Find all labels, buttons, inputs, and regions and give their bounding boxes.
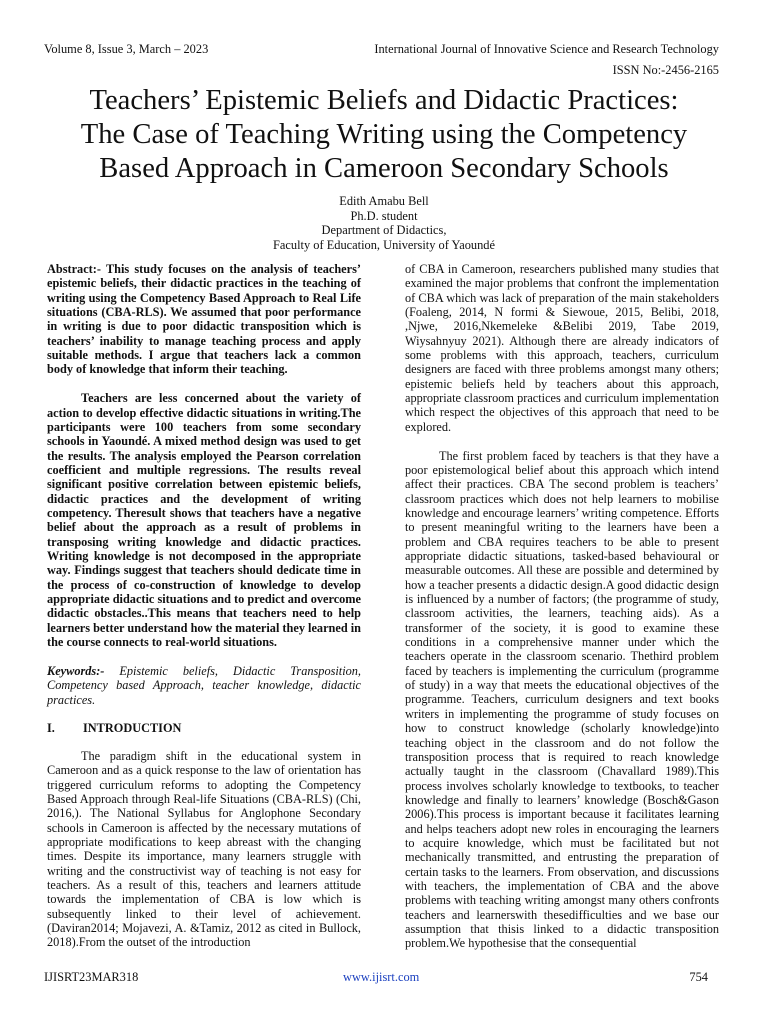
abstract-paragraph-2: Teachers are less concerned about the variety of action to develop effective didactic situations in writing.The participants were 100 teachers from some secondary schools in Yaoundé. A mixed method design was used to get the results. The analysis employed the Pearson correlation coefficient and multiple regressions. The results reveal significant positive correlation between epistemic beliefs, didactic practices and the development of writing competency. Theresult shows that teachers have a negative belief about the approach as a result of problems in transposing writing knowledge and didactic practices. Writing knowledge is not decomposed in the appropriate way. Findings suggest that teachers should dedicate time in the process of co-construction of knowledge to develop appropriate didactic situations and to predict and overcome didactic obstacles..This means that teachers need to help learners better understand how the material they learned in the course connects to real-world situations. — [47, 391, 361, 650]
author-department: Department of Didactics, — [321, 223, 447, 238]
keywords — [47, 664, 361, 707]
intro-paragraph-3: The first problem faced by teachers is that they have a poor epistemological belief about this approach which intend affect their practices. CBA The second problem is teachers’ classroom practices which does not help learners to mobilise knowledge and encourage learners’ writing competence. Efforts to present meaningful writing to the learners have been a problem and CBA requires teachers to be able to present appropriate didactic situations, tasked-based behavioural or measurable outcomes. All these are possible and determined by how a teacher presents a didactic design.A good didactic design is influenced by a number of factors; (the programme of study, classroom activities, the learners, teaching aids). As a transformer of the society, it is good to examine these conditions in a comprehensive manner under which the teachers operate in the classroom scenario. Thethird problem faced by teachers is implementing the curriculum (programme of study) in a way that meets the educational objectives of the programme. Teachers, curriculum designers and text books writers in implementing the programme of study focuses on how to construct knowledge (scholarly knowledge)into teaching object in the classroom and do not follow the transposition process that is required to reach knowledge actually taught in the classroom (Chavallard 1989).This process involves scholarly knowledge to textbooks, to teacher knowledge and finally to learners’ knowledge (Bosch&Gason 2006).This process is important because it facilitates learning and helps teachers adopt new roles in encouraging the learners to acquire knowledge, which must be facilitated but not mechanically transmitted, and entrusting the preparation of certain tasks to the learners. From observation, and discussions with teachers, the implementation of CBA and the above problems with teaching writing amongst many others confronts teachers and learnerswith thesedifficulties and we base our assumption that thisis linked to a didactic transposition problem.We hypothesise that the consequential — [405, 448, 720, 951]
running-header-journal: International Journal of Innovative Science and Research Technology — [374, 42, 719, 56]
author-name: Edith Amabu Bell — [339, 194, 429, 208]
author-block — [100, 194, 668, 252]
right-column — [405, 262, 719, 951]
abstract-label: Abstract:- — [47, 262, 101, 276]
title-line-3: Based Approach in Cameroon Secondary Schools — [99, 153, 669, 184]
left-column — [47, 262, 361, 950]
title-line-1: Teachers’ Epistemic Beliefs and Didactic Practices: — [89, 85, 679, 116]
footer-article-code: IJISRT23MAR318 — [44, 970, 139, 984]
running-header-issn: ISSN No:-2456-2165 — [612, 63, 719, 77]
author-position: Ph.D. student — [350, 208, 418, 223]
section-number: I. — [47, 721, 55, 736]
paper-title — [30, 84, 738, 186]
title-line-2: The Case of Teaching Writing using the Competency — [80, 119, 688, 150]
abstract-text-1: This study focuses on the analysis of teachers’ epistemic beliefs, their didactic practices in the teaching of writing using the Competency Based Approach to Real Life situations (CBA-RLS). We assumed that poor performance in writing is due to poor didactic transposition which is teachers’ inability to manage teaching process and apply suitable methods. I argue that teachers lack a common body of knowledge that inform their teaching. — [47, 262, 361, 377]
footer-website-link[interactable]: www.ijisrt.com — [343, 970, 420, 984]
abstract-paragraph-1 — [47, 262, 361, 377]
section-title: INTRODUCTION — [83, 721, 182, 736]
footer-page-number: 754 — [689, 970, 708, 984]
intro-paragraph-2: of CBA in Cameroon, researchers published many studies that examined the major problems that confront the implementation of CBA which was lack of preparation of the main stakeholders (Foaleng, 2014, N formi & Siewoue, 2015, Belibi, 2018, ,Njwe, 2016,Nkemeleke &Belibi 2019, Tabe 2019, Wiysahnyuy 2021). Although there are already indicators of some problems with this approach, teachers, curriculum designers are faced with three problems amongst many others; epistemic beliefs held by teachers about this approach, appropriate classroom practices and curriculum implementation which respect the objectives of this approach that need to be explored. — [405, 262, 719, 434]
author-faculty: Faculty of Education, University of Yaoundé — [273, 237, 495, 252]
section-heading-introduction — [47, 721, 361, 735]
keywords-label: Keywords:- — [47, 663, 105, 678]
intro-paragraph-1: The paradigm shift in the educational system in Cameroon and as a quick response to the law of orientation has triggered curriculum reforms to adopting the Competency Based Approach through Real-life Situations (CBA-RLS) (Chi, 2016,). The National Syllabus for Anglophone Secondary schools in Cameroon is affected by the necessary mutations of appropriate modifications to keep abreast with the changing times. Despite its importance, many learners struggle with writing and the constructivist way of teaching is not easy for teachers. As a result of this, teachers and learners attitude towards the implementation of CBA is low which is subsequently linked to their level of achievement.(Daviran2014; Mojavezi, A. &Tamiz, 2012 as cited in Bullock, 2018).From the outset of the introduction — [47, 748, 361, 950]
running-header-volume: Volume 8, Issue 3, March – 2023 — [44, 42, 209, 56]
keywords-text: Epistemic beliefs, Didactic Transposition, Competency based Approach, teacher knowledge, didactic practices. — [47, 663, 361, 707]
